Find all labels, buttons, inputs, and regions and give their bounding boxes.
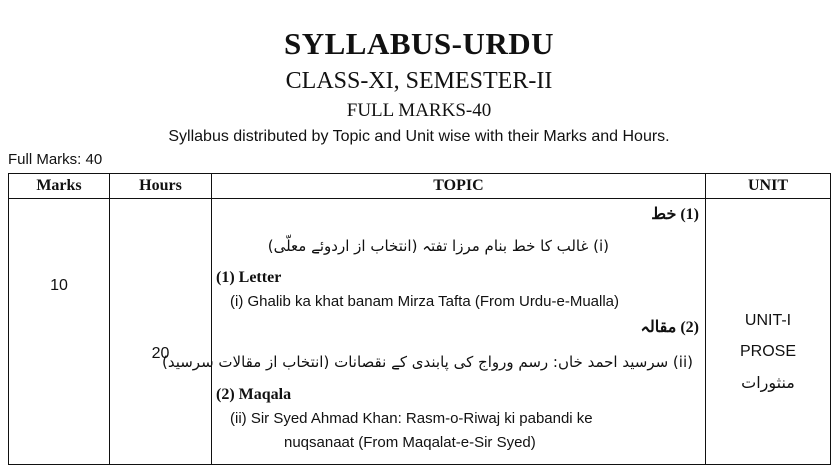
marks-cell [9, 199, 110, 465]
page-title: SYLLABUS-URDU [283, 26, 555, 61]
hours-cell [110, 199, 212, 465]
topic-letter-item: (i) Ghalib ka khat banam Mirza Tafta (From Urdu-e-Mualla) [230, 293, 620, 310]
column-header-hours: Hours [110, 174, 212, 199]
class-semester: CLASS-XI, SEMESTER-II [285, 68, 553, 94]
column-header-unit: UNIT [706, 174, 831, 199]
marks-value: 10 [50, 277, 68, 294]
hours-value: 20 [151, 345, 170, 362]
topic-maqala-item-continued: nuqsanaat (From Maqalat-e-Sir Syed) [284, 434, 536, 451]
topic-maqala-item: (ii) Sir Syed Ahmad Khan: Rasm-o-Riwaj ki pabandi ke [230, 410, 593, 427]
full-marks-heading: FULL MARKS-40 [346, 100, 492, 121]
topic-urdu-letter-item: (i) غالب کا خط بنام مرزا تفتہ (انتخاب از اردوئے معلّی) [267, 237, 609, 255]
table-row [9, 199, 831, 465]
unit-cell [706, 199, 831, 465]
column-header-marks: Marks [9, 174, 110, 199]
topic-urdu-heading-letter: (1) خط [651, 206, 699, 223]
unit-name: UNIT-I [744, 312, 792, 329]
table-header-row [9, 174, 831, 199]
topic-letter-heading: (1) Letter [216, 269, 282, 286]
full-marks-label: Full Marks: 40 [8, 151, 103, 168]
column-header-topic: TOPIC [212, 174, 706, 199]
topic-cell [161, 199, 706, 465]
syllabus-description: Syllabus distributed by Topic and Unit wise with their Marks and Hours. [168, 128, 670, 145]
topic-maqala-heading: (2) Maqala [216, 386, 292, 403]
unit-urdu-name: منثورات [741, 373, 795, 392]
syllabus-table [8, 173, 831, 465]
unit-type: PROSE [739, 343, 796, 360]
topic-urdu-maqala-item: (ii) سرسید احمد خاں: رسم ورواج کی پابندی کے نقصانات (انتخاب از مقالات سرسید) [161, 353, 693, 371]
topic-urdu-heading-maqala: (2) مقالہ [640, 319, 699, 336]
